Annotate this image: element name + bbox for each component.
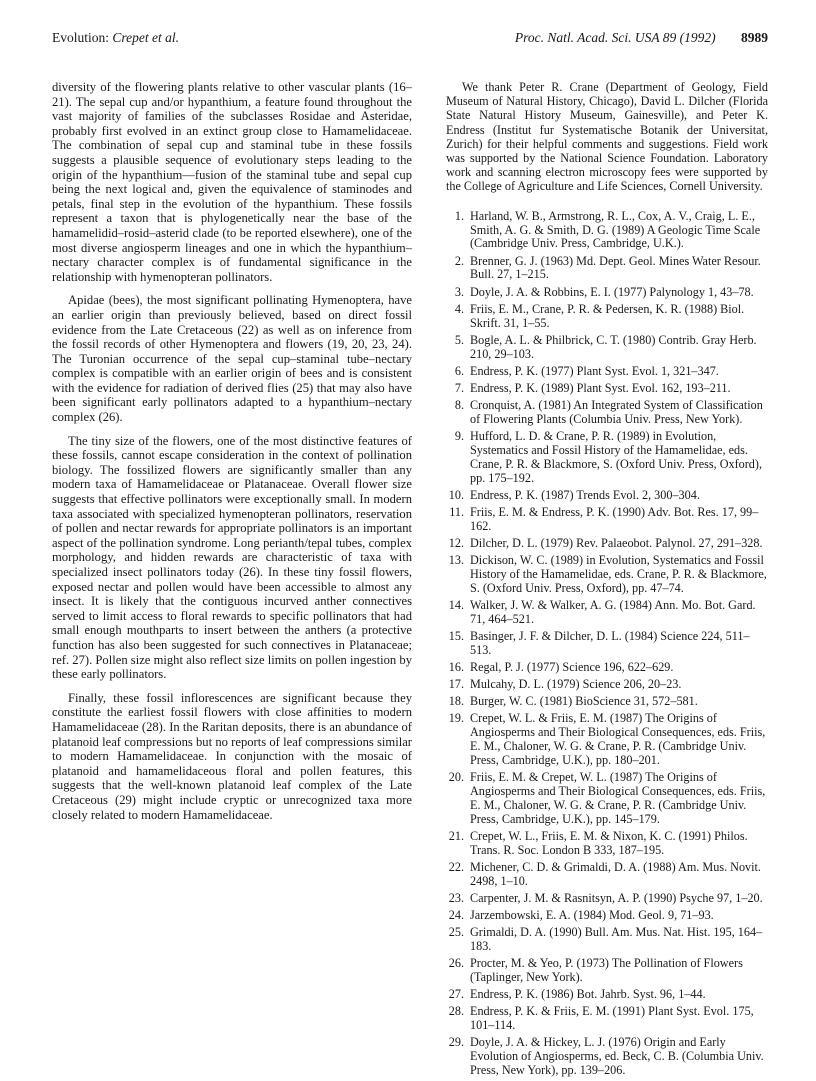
reference-item	[446, 599, 768, 627]
reference-item	[446, 957, 768, 985]
reference-item	[446, 255, 768, 283]
reference-text: Bogle, A. L. & Philbrick, C. T. (1980) Contrib. Gray Herb. 210, 29–103.	[470, 332, 757, 361]
reference-number: 8.	[454, 397, 464, 412]
reference-text: Brenner, G. J. (1963) Md. Dept. Geol. Mines Water Resour. Bull. 27, 1–215.	[470, 253, 761, 282]
reference-number: 28.	[448, 1003, 464, 1018]
reference-item	[446, 909, 768, 923]
reference-item	[446, 630, 768, 658]
reference-item	[446, 892, 768, 906]
reference-item	[446, 430, 768, 486]
reference-text: Grimaldi, D. A. (1990) Bull. Am. Mus. Nat. Hist. 195, 164–183.	[470, 924, 763, 953]
reference-number: 5.	[454, 332, 464, 347]
reference-number: 13.	[448, 552, 464, 567]
reference-item	[446, 399, 768, 427]
reference-number: 2.	[454, 253, 464, 268]
reference-item	[446, 830, 768, 858]
running-header	[52, 30, 768, 50]
body-paragraph: Finally, these fossil inflorescences are significant because they constitute the earliest fossil flowers with close affinities to modern Hamamelidaceae (28). In the Raritan deposits, there is an abundance of platanoid leaf compressions but no reports of leaf compressions similar to modern Hamamelidaceae. In conjunction with the mosaic of platanoid and hamamelidaceous floral and pollen features, this suggests that the well-known platanoid leaf complex of the Late Cretaceous (29) might include cryptic or unrecognized taxa more closely related to modern Hamamelidaceae.	[52, 690, 412, 822]
body-paragraph: Apidae (bees), the most significant pollinating Hymenoptera, have an earlier origin than previously believed, based on direct fossil evidence from the Late Cretaceous (22) as well as on inference from the fossil records of other Hymenoptera and flowers (19, 20, 23, 24). The Turonian occurrence of the sepal cup–staminal tube–nectary complex is compatible with an earlier origin of bees and is consistent with the evidence for radiation of derived flies (25) that may also have been significant early pollinators adapted to a hypanthium–nectary complex (26).	[52, 293, 412, 425]
reference-number: 4.	[454, 301, 464, 316]
header-section: Evolution:	[52, 30, 109, 45]
header-section-title	[52, 30, 179, 46]
reference-text: Regal, P. J. (1977) Science 196, 622–629.	[470, 659, 674, 674]
header-journal: Proc. Natl. Acad. Sci. USA 89 (1992)	[514, 30, 716, 45]
reference-number: 29.	[448, 1034, 464, 1049]
reference-number: 10.	[448, 487, 464, 502]
reference-text: Endress, P. K. (1987) Trends Evol. 2, 300–304.	[470, 487, 700, 502]
reference-item	[446, 210, 768, 252]
reference-item	[446, 926, 768, 954]
reference-item	[446, 712, 768, 768]
reference-number: 25.	[448, 924, 464, 939]
reference-text: Endress, P. K. & Friis, E. M. (1991) Plant Syst. Evol. 175, 101–114.	[470, 1003, 754, 1032]
reference-number: 20.	[448, 769, 464, 784]
reference-item	[446, 537, 768, 551]
reference-item	[446, 334, 768, 362]
reference-text: Dilcher, D. L. (1979) Rev. Palaeobot. Palynol. 27, 291–328.	[470, 535, 763, 550]
reference-number: 23.	[448, 890, 464, 905]
acknowledgment: We thank Peter R. Crane (Department of Geology, Field Museum of Natural History, Chicago), David L. Dilcher (Florida State Natural History Museum, Gainesville), and Peter K. Endress (Institut fur Systematische Botanik der Universitat, Zurich) for their helpful comments and suggestions. Field work was supported by the National Science Foundation. Laboratory work and scanning electron microscopy fees were supported by the College of Agriculture and Life Sciences, Cornell University.	[446, 80, 768, 194]
reference-item	[446, 365, 768, 379]
reference-list	[446, 210, 768, 1078]
body-paragraph: diversity of the flowering plants relative to other vascular plants (16–21). The sepal cup and/or hypanthium, a feature found throughout the vast majority of families of the subclasses Rosidae and Asteridae, probably first evolved in an extinct group close to Hamamelidaceae. The combination of sepal cup and staminal tube in these fossils suggests a plausible sequence of evolutionary steps leading to the origin of the hypanthium—fusion of the staminal tube and sepal cup being the next logical and, given the equivalence of staminodes and petals, final step in the evolution of the hypanthium. These fossils represent a taxon that is phylogenetically near the base of the hamamelidid–rosid–asterid clade (to be reported elsewhere), one of the most diverse angiosperm lineages and one in which the hypanthium–nectary character complex is of fundamental significance in the relationship with hymenopteran pollinators.	[52, 80, 412, 284]
reference-number: 15.	[448, 628, 464, 643]
reference-item	[446, 506, 768, 534]
reference-text: Friis, E. M. & Endress, P. K. (1990) Adv. Bot. Res. 17, 99–162.	[470, 504, 759, 533]
reference-number: 3.	[454, 284, 464, 299]
reference-text: Crepet, W. L., Friis, E. M. & Nixon, K. C. (1991) Philos. Trans. R. Soc. London B 333, 187–195.	[470, 828, 748, 857]
reference-number: 24.	[448, 907, 464, 922]
page-number: 8989	[741, 30, 768, 45]
body-paragraph: The tiny size of the flowers, one of the most distinctive features of these fossils, cannot escape consideration in the context of pollination biology. The fossilized flowers are significantly smaller than any modern taxa of Hamamelidaceae or Platanaceae. Overall flower size suggests that effective pollinators were exceptionally small. In modern taxa associated with specialized hymenopteran pollinators, reservation of pollen and nectar rewards for appropriate pollinators is an important aspect of the pollination syndrome. Long perianth/tepal tubes, complex morphology, and hidden rewards are characteristic of taxa with specialized insect pollinators today (26). In these tiny fossil flowers, exposed nectar and pollen would have been accessible to almost any insect. It is likely that the contiguous incurved anther connectives served to limit access to floral rewards to specific pollinators that had small enough mouthparts to insert between the anthers (a protective function has also been suggested for such connectives in Platanaceae; ref. 27). Pollen size might also reflect size limits on pollen ingestion by these early pollinators.	[52, 433, 412, 682]
reference-number: 18.	[448, 693, 464, 708]
left-column	[52, 80, 412, 831]
reference-text: Harland, W. B., Armstrong, R. L., Cox, A. V., Craig, L. E., Smith, A. G. & Smith, D. G. (1989) A Geologic Time Scale (Cambridge Univ. Press, Cambridge, U.K.).	[470, 208, 761, 251]
reference-item	[446, 489, 768, 503]
reference-text: Mulcahy, D. L. (1979) Science 206, 20–23.	[470, 676, 682, 691]
reference-text: Procter, M. & Yeo, P. (1973) The Pollination of Flowers (Taplinger, New York).	[470, 955, 743, 984]
header-authors: Crepet et al.	[112, 30, 179, 45]
reference-item	[446, 695, 768, 709]
reference-number: 9.	[454, 428, 464, 443]
reference-item	[446, 1005, 768, 1033]
reference-item	[446, 661, 768, 675]
reference-text: Doyle, J. A. & Hickey, L. J. (1976) Origin and Early Evolution of Angiosperms, ed. Beck, C. B. (Columbia Univ. Press, New York), pp. 139–206.	[470, 1034, 764, 1077]
reference-text: Crepet, W. L. & Friis, E. M. (1987) The Origins of Angiosperms and Their Biological Consequences, eds. Friis, E. M., Chaloner, W. G. & Crane, P. R. (Cambridge Univ. Press, Cambridge, U.K.), pp. 180–201.	[470, 711, 766, 767]
reference-number: 26.	[448, 955, 464, 970]
reference-item	[446, 988, 768, 1002]
reference-number: 14.	[448, 597, 464, 612]
reference-text: Friis, E. M., Crane, P. R. & Pedersen, K. R. (1988) Biol. Skrift. 31, 1–55.	[470, 301, 745, 330]
reference-number: 19.	[448, 711, 464, 725]
reference-item	[446, 554, 768, 596]
reference-number: 16.	[448, 659, 464, 674]
reference-number: 21.	[448, 828, 464, 843]
right-column	[446, 80, 768, 1081]
reference-item	[446, 286, 768, 300]
reference-text: Jarzembowski, E. A. (1984) Mod. Geol. 9, 71–93.	[470, 907, 714, 922]
reference-text: Hufford, L. D. & Crane, P. R. (1989) in Evolution, Systematics and Fossil History of the Hamamelidae, eds. Crane, P. R. & Blackmore, S. (Oxford Univ. Press, Oxford), pp. 175–192.	[470, 428, 763, 485]
reference-number: 12.	[448, 535, 464, 550]
reference-number: 22.	[448, 859, 464, 874]
reference-text: Dickison, W. C. (1989) in Evolution, Systematics and Fossil History of the Hamamelidae, eds. Crane, P. R. & Blackmore, S. (Oxford Univ. Press, Oxford), pp. 47–74.	[470, 552, 767, 595]
reference-text: Cronquist, A. (1981) An Integrated System of Classification of Flowering Plants (Columbia Univ. Press, New York).	[470, 397, 763, 426]
reference-item	[446, 678, 768, 692]
reference-item	[446, 771, 768, 827]
reference-text: Carpenter, J. M. & Rasnitsyn, A. P. (1990) Psyche 97, 1–20.	[470, 890, 763, 905]
reference-number: 27.	[448, 986, 464, 1001]
reference-text: Basinger, J. F. & Dilcher, D. L. (1984) Science 224, 511–513.	[470, 628, 750, 657]
reference-item	[446, 382, 768, 396]
reference-number: 17.	[448, 676, 464, 691]
reference-number: 6.	[454, 363, 464, 378]
reference-text: Burger, W. C. (1981) BioScience 31, 572–581.	[470, 693, 698, 708]
reference-number: 7.	[454, 380, 464, 395]
reference-text: Michener, C. D. & Grimaldi, D. A. (1988) Am. Mus. Novit. 2498, 1–10.	[470, 859, 761, 888]
reference-text: Walker, J. W. & Walker, A. G. (1984) Ann. Mo. Bot. Gard. 71, 464–521.	[470, 597, 756, 626]
reference-text: Friis, E. M. & Crepet, W. L. (1987) The Origins of Angiosperms and Their Biological Consequences, eds. Friis, E. M., Chaloner, W. G. & Crane, P. R. (Cambridge Univ. Press, Cambridge, U.K.), pp. 145–179.	[470, 769, 766, 826]
reference-text: Endress, P. K. (1986) Bot. Jahrb. Syst. 96, 1–44.	[470, 986, 706, 1001]
header-journal-info	[515, 30, 768, 46]
reference-text: Endress, P. K. (1977) Plant Syst. Evol. 1, 321–347.	[470, 363, 719, 378]
reference-item	[446, 1036, 768, 1078]
reference-number: 1.	[454, 208, 464, 223]
reference-number: 11.	[449, 504, 464, 519]
reference-item	[446, 303, 768, 331]
reference-item	[446, 861, 768, 889]
reference-text: Endress, P. K. (1989) Plant Syst. Evol. 162, 193–211.	[470, 380, 731, 395]
reference-text: Doyle, J. A. & Robbins, E. I. (1977) Palynology 1, 43–78.	[470, 284, 754, 299]
